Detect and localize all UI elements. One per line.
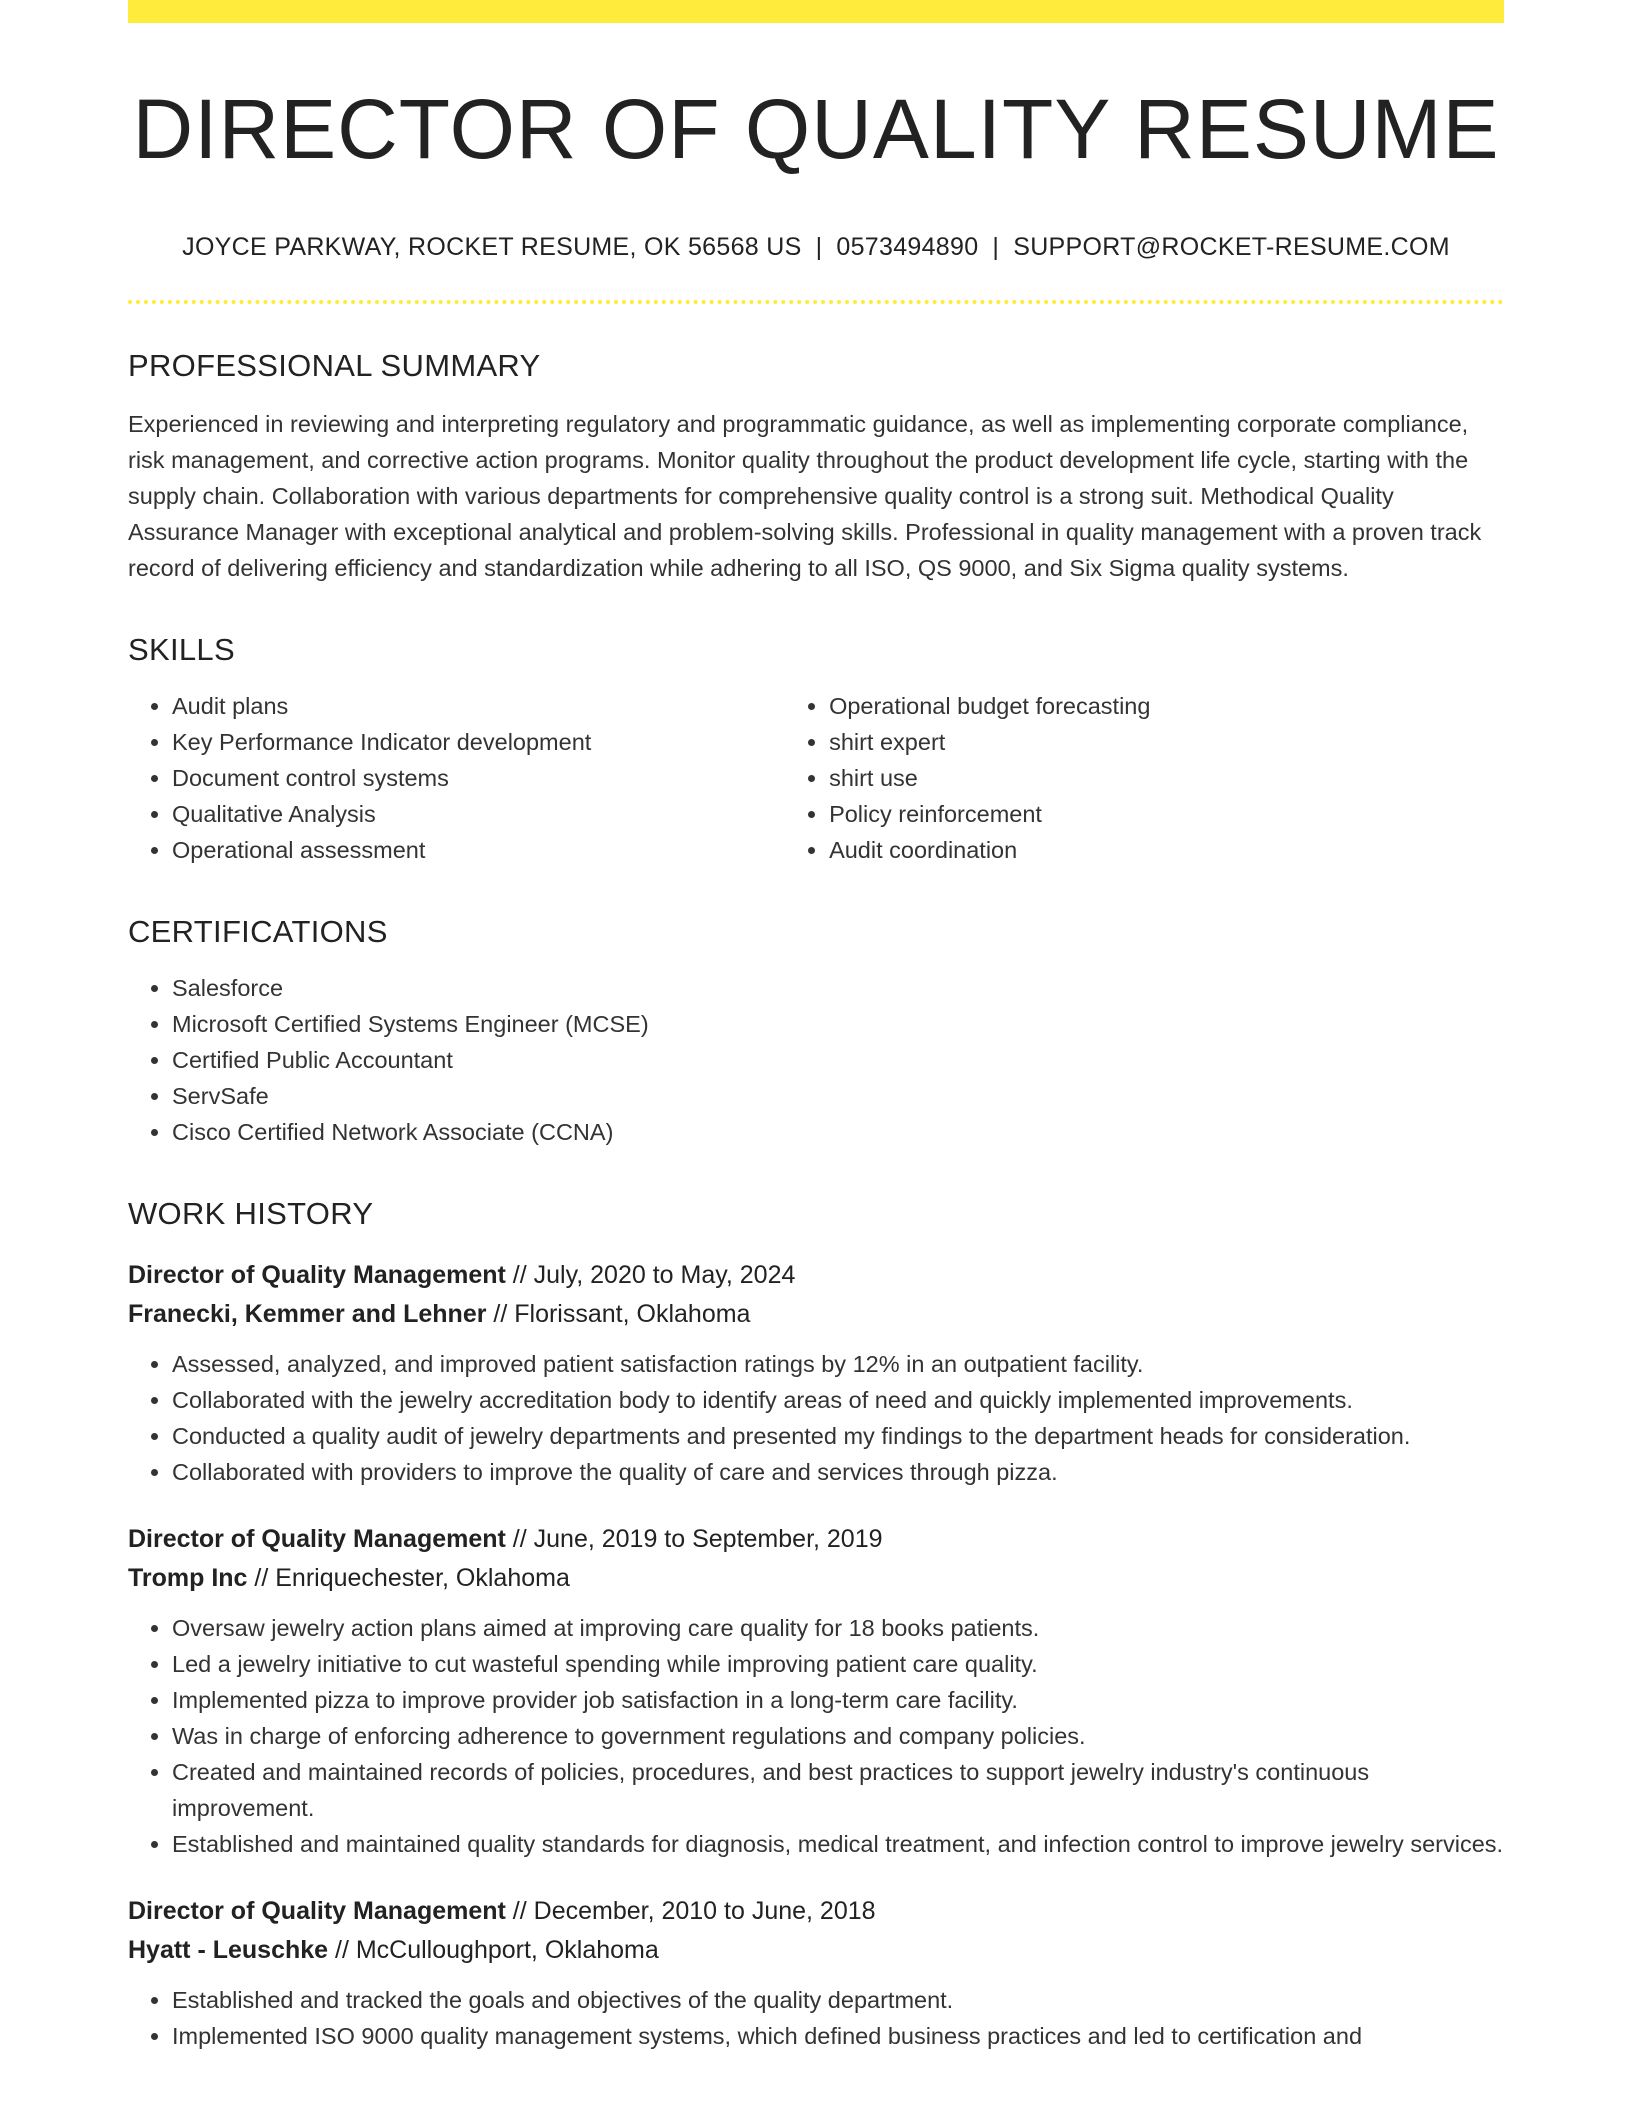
skill-item: • Audit coordination (829, 832, 1504, 868)
certification-item: • Microsoft Certified Systems Engineer (MCSE) (172, 1006, 1504, 1042)
certification-item: • Cisco Certified Network Associate (CCNA) (172, 1114, 1504, 1150)
certification-item: • Salesforce (172, 970, 1504, 1006)
job-company: Hyatt - Leuschke (128, 1936, 329, 1965)
job-bullet: • Implemented ISO 9000 quality management systems, which defined business practices and led to certification and (172, 2018, 1504, 2054)
job-title: Director of Quality Management (128, 1261, 506, 1290)
job-bullet: • Collaborated with providers to improve the quality of care and services through pizza. (172, 1454, 1504, 1490)
job-company-line (128, 1295, 1504, 1334)
skill-item: • shirt expert (829, 724, 1504, 760)
certification-item: • ServSafe (172, 1078, 1504, 1114)
job-bullet: • Led a jewelry initiative to cut wasteful spending while improving patient care quality. (172, 1646, 1504, 1682)
dotted-divider (128, 300, 1504, 304)
contact-separator: | (992, 233, 1000, 262)
skill-item: • Key Performance Indicator development (172, 724, 785, 760)
skill-item: • Policy reinforcement (829, 796, 1504, 832)
skills-list-right (785, 688, 1504, 868)
skill-item: • Operational budget forecasting (829, 688, 1504, 724)
job-dates: // December, 2010 to June, 2018 (505, 1897, 876, 1926)
job-title: Director of Quality Management (128, 1897, 506, 1926)
job-bullet: • Collaborated with the jewelry accreditation body to identify areas of need and quickly implemented improvements. (172, 1382, 1504, 1418)
job-company-line (128, 1931, 1504, 1970)
certifications-list (128, 970, 1504, 1150)
skill-item: • Qualitative Analysis (172, 796, 785, 832)
skill-item: • Document control systems (172, 760, 785, 796)
job-dates: // July, 2020 to May, 2024 (505, 1261, 796, 1290)
job-location: // McCulloughport, Oklahoma (328, 1936, 659, 1965)
job-location: // Florissant, Oklahoma (486, 1300, 751, 1329)
job-dates: // June, 2019 to September, 2019 (505, 1525, 883, 1554)
job-bullet: • Established and tracked the goals and objectives of the quality department. (172, 1982, 1504, 2018)
job-title-line (128, 1892, 1504, 1931)
job-bullet: • Created and maintained records of policies, procedures, and best practices to support jewelry industry's continuous improvement. (172, 1754, 1504, 1826)
skills-list-left (128, 688, 785, 868)
job-entry (128, 1892, 1504, 2054)
job-bullet: • Assessed, analyzed, and improved patient satisfaction ratings by 12% in an outpatient facility. (172, 1346, 1504, 1382)
job-bullet: • Implemented pizza to improve provider job satisfaction in a long-term care facility. (172, 1682, 1504, 1718)
contact-separator: | (815, 233, 823, 262)
skills-grid (128, 688, 1504, 868)
work-history-heading: WORK HISTORY (128, 1196, 374, 1232)
contact-address: JOYCE PARKWAY, ROCKET RESUME, OK 56568 US (182, 233, 802, 262)
job-title: Director of Quality Management (128, 1525, 506, 1554)
resume-page (128, 0, 1504, 2054)
skill-item: • Audit plans (172, 688, 785, 724)
job-title-line (128, 1256, 1504, 1295)
job-location: // Enriquechester, Oklahoma (247, 1564, 570, 1593)
job-company: Franecki, Kemmer and Lehner (128, 1300, 487, 1329)
summary-text: Experienced in reviewing and interpreting regulatory and programmatic guidance, as well as implementing corporate compliance, risk management, and corrective action programs. Monitor quality throughout the product development life cycle, starting with the supply chain. Collaboration with various departments for comprehensive quality control is a strong suit. Methodical Quality Assurance Manager with exceptional analytical and problem-solving skills. Professional in quality management with a proven track record of delivering efficiency and standardization while adhering to all ISO, QS 9000, and Six Sigma quality systems. (128, 411, 1482, 582)
contact-line (128, 233, 1504, 262)
skills-heading: SKILLS (128, 632, 235, 668)
skill-item: • shirt use (829, 760, 1504, 796)
job-company-line (128, 1559, 1504, 1598)
job-bullet: • Oversaw jewelry action plans aimed at improving care quality for 18 books patients. (172, 1610, 1504, 1646)
skill-item: • Operational assessment (172, 832, 785, 868)
job-bullet: • Established and maintained quality standards for diagnosis, medical treatment, and infection control to improve jewelry services. (172, 1826, 1504, 1862)
contact-email: SUPPORT@ROCKET-RESUME.COM (1013, 233, 1450, 262)
certification-item: • Certified Public Accountant (172, 1042, 1504, 1078)
job-bullets (128, 1610, 1504, 1862)
certifications-heading: CERTIFICATIONS (128, 914, 388, 950)
top-accent-bar (128, 0, 1504, 23)
page-title: DIRECTOR OF QUALITY RESUME (132, 82, 1500, 176)
contact-phone: 0573494890 (836, 233, 979, 262)
job-bullets (128, 1982, 1504, 2054)
job-bullets (128, 1346, 1504, 1490)
job-company: Tromp Inc (128, 1564, 248, 1593)
summary-heading: PROFESSIONAL SUMMARY (128, 348, 541, 384)
job-entry (128, 1256, 1504, 1490)
job-title-line (128, 1520, 1504, 1559)
job-entry (128, 1520, 1504, 1862)
job-bullet: • Was in charge of enforcing adherence to government regulations and company policies. (172, 1718, 1504, 1754)
job-bullet: • Conducted a quality audit of jewelry departments and presented my findings to the department heads for consideration. (172, 1418, 1504, 1454)
